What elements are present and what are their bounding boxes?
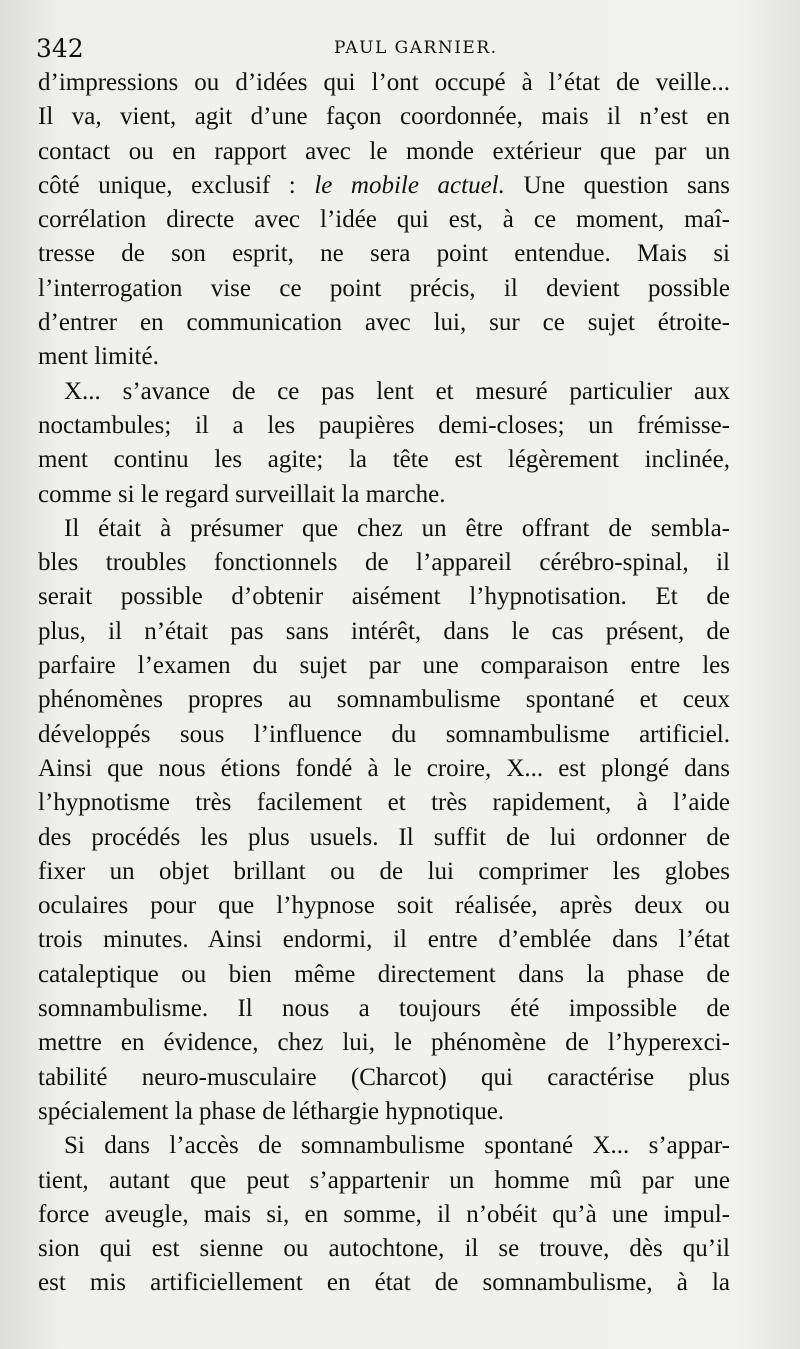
page-header [36,30,736,64]
text-line: mettre en évidence, chez lui, le phénomène de l’hyperexci- [38,1029,730,1057]
text-line: parfaire l’examen du sujet par une comparaison entre les [38,652,730,680]
text-line: est mis artificiellement en état de somnambulisme, à la [38,1269,730,1297]
running-head: PAUL GARNIER. [334,38,498,58]
text-line: Il va, vient, agit d’une façon coordonnée, mais il n’est en [38,103,730,131]
text-line: cataleptique ou bien même directement dans la phase de [38,960,730,988]
text-line: Si dans l’accès de somnambulisme spontané X... s’appar- [64,1132,730,1160]
text-line: Ainsi que nous étions fondé à le croire, X... est plongé dans [38,754,730,782]
text-line: corrélation directe avec l’idée qui est, à ce moment, maî- [38,206,730,234]
page-number: 342 [36,34,84,63]
text-line: X... s’avance de ce pas lent et mesuré particulier aux [64,377,730,405]
body-text [38,66,730,1301]
italic-phrase: le mobile actuel. [314,171,505,199]
text-line: phénomènes propres au somnambulisme spontané et ceux [38,686,730,714]
text-line: tresse de son esprit, ne sera point entendue. Mais si [38,240,730,268]
text-line: force aveugle, mais si, en somme, il n’obéit qu’à une impul- [38,1200,730,1228]
text-line: oculaires pour que l’hypnose soit réalisée, après deux ou [38,892,730,920]
text-line: des procédés les plus usuels. Il suffit de lui ordonner de [38,823,730,851]
text-line: contact ou en rapport avec le monde extérieur que par un [38,137,730,165]
text-line: trois minutes. Ainsi endormi, il entre d’emblée dans l’état [38,926,730,954]
text-line: ment limité. [38,343,159,371]
text-line: d’impressions ou d’idées qui l’ont occupé à l’état de veille... [38,69,730,96]
text-line: d’entrer en communication avec lui, sur ce sujet étroite- [38,309,730,337]
text-line: l’interrogation vise ce point précis, il devient possible [38,274,730,302]
text-line: bles troubles fonctionnels de l’appareil cérébro-spinal, il [38,549,730,577]
text-line: développés sous l’influence du somnambulisme artificiel. [38,720,730,748]
text-line: l’hypnotisme très facilement et très rapidement, à l’aide [38,789,730,817]
text-line: Il était à présumer que chez un être offrant de sembla- [64,514,730,542]
text-line: somnambulisme. Il nous a toujours été impossible de [38,995,730,1023]
text-line: noctambules; il a les paupières demi-closes; un frémisse- [38,411,730,439]
text-line: ment continu les agite; la tête est légèrement inclinée, [38,446,730,474]
text-line: fixer un objet brillant ou de lui comprimer les globes [38,857,730,885]
text-line: comme si le regard surveillait la marche. [38,480,446,508]
text-line [38,169,730,203]
text-line: plus, il n’était pas sans intérêt, dans le cas présent, de [38,617,730,645]
text-line: serait possible d’obtenir aisément l’hypnotisation. Et de [38,583,730,611]
text-line: tabilité neuro-musculaire (Charcot) qui caractérise plus [38,1063,730,1091]
text-line: spécialement la phase de léthargie hypnotique. [38,1097,505,1125]
text-line: tient, autant que peut s’appartenir un homme mû par une [38,1166,730,1194]
text-run: Une question sans [504,171,731,199]
text-line: sion qui est sienne ou autochtone, il se trouve, dès qu’il [38,1235,730,1263]
text-run: côté unique, exclusif : [38,171,315,199]
